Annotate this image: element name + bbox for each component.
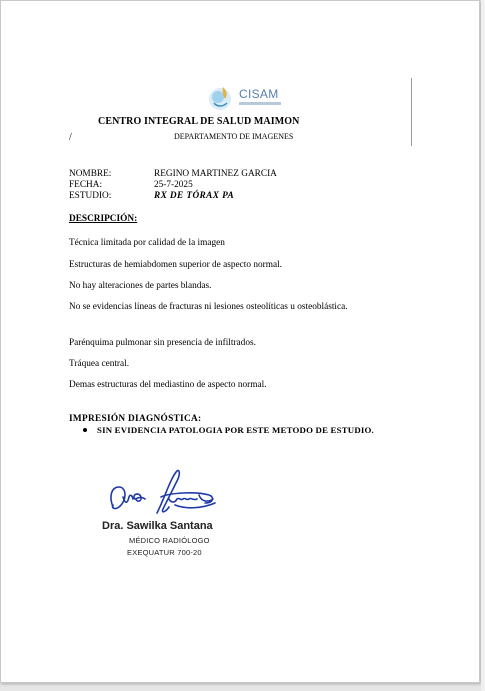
description-line: Técnica limitada por calidad de la imagen [69,238,225,248]
logo-emblem-icon [201,83,239,113]
study-value: RX DE TÓRAX PA [154,191,235,201]
description-line: Demas estructuras del mediastino de aspecto normal. [69,380,267,390]
signer-exequatur: EXEQUATUR 700-20 [127,548,202,557]
bullet-icon [83,428,87,432]
institution-name: CENTRO INTEGRAL DE SALUD MAIMON [98,116,300,127]
description-line: No hay alteraciones de partes blandas. [69,281,212,291]
study-label: ESTUDIO: [69,191,112,201]
name-label: NOMBRE: [69,169,112,179]
signature-icon [105,467,225,525]
description-line: Parénquima pulmonar sin presencia de infiltrados. [69,338,256,348]
cisam-logo [201,83,281,113]
description-line: Tráquea central. [69,359,130,369]
date-value: 25-7-2025 [154,180,193,190]
impression-heading: IMPRESIÓN DIAGNÓSTICA: [69,414,202,424]
signer-name: Dra. Sawilka Santana [102,520,213,532]
signer-role: MÉDICO RADIÓLOGO [129,536,210,545]
impression-item: SIN EVIDENCIA PATOLOGIA POR ESTE METODO DE ESTUDIO. [97,425,374,435]
department-name: DEPARTAMENTO DE IMAGENES [174,132,294,141]
name-value: REGINO MARTINEZ GARCIA [154,169,277,179]
description-line: No se evidencias líneas de fracturas ni lesiones osteolíticas u osteoblástica. [69,302,348,312]
logo-text: CISAM [239,87,279,101]
date-label: FECHA: [69,180,103,190]
description-line: Estructuras de hemiabdomen superior de aspecto normal. [69,260,282,270]
header-divider [411,78,412,146]
logo-tagline-bar [239,102,281,105]
impression-list [69,425,374,435]
description-heading: DESCRIPCIÓN: [69,214,138,224]
vertical-scrollbar[interactable] [481,0,485,691]
cursor-mark: / [69,132,72,143]
